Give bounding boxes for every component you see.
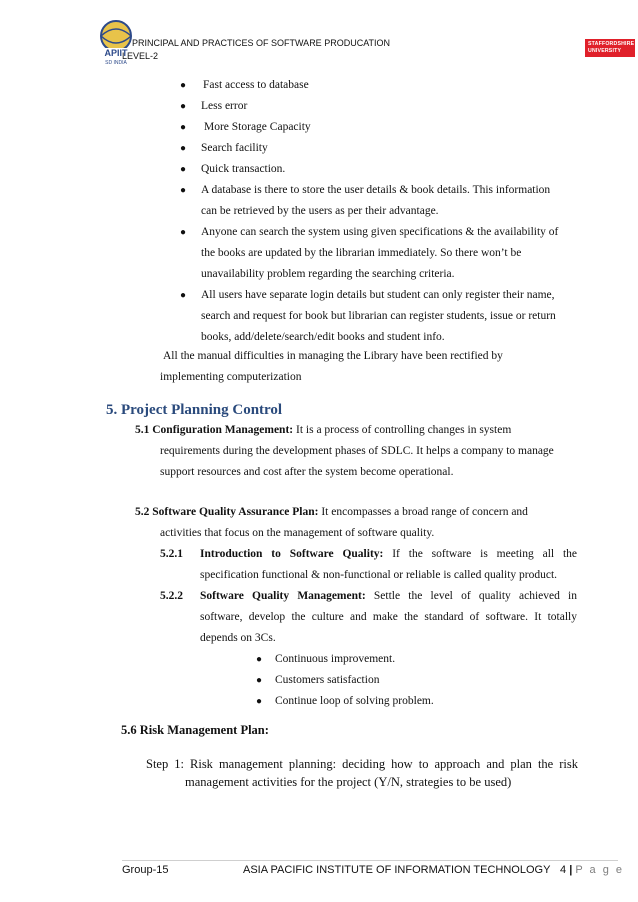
bullet-icon: ● bbox=[180, 143, 187, 154]
svg-text:APIIT: APIIT bbox=[104, 48, 128, 58]
s56-heading: 5.6 Risk Management Plan: bbox=[121, 723, 269, 737]
list-item: A database is there to store the user details & book details. This information bbox=[201, 184, 551, 196]
s522-line-1 bbox=[200, 586, 577, 607]
list-item: Customers satisfaction bbox=[275, 674, 380, 686]
list-item: Continue loop of solving problem. bbox=[275, 695, 434, 707]
s522-num-text: 5.2.2 bbox=[160, 590, 183, 602]
bullet-icon: ● bbox=[180, 122, 187, 133]
list-item: More Storage Capacity bbox=[204, 121, 311, 133]
s522-text: Settle the level of quality achieved in bbox=[365, 590, 577, 602]
list-item-continuation: unavailability problem regarding the searching criteria. bbox=[201, 268, 455, 280]
list-item-continuation: the books are updated by the librarian immediately. So there won’t be bbox=[201, 247, 522, 259]
s521-line-2: specification functional & non-functional or reliable is called quality product. bbox=[200, 569, 558, 581]
list-item: Continuous improvement. bbox=[275, 653, 396, 665]
s521-text: If the software is meeting all the bbox=[383, 548, 577, 560]
list-item: All users have separate login details but student can only register their name, bbox=[201, 289, 555, 301]
footer-page bbox=[560, 864, 624, 876]
list-item: Fast access to database bbox=[203, 79, 309, 91]
bullet-icon: ● bbox=[180, 80, 187, 91]
s521-number bbox=[160, 544, 183, 565]
step1-line-1: Step 1: Risk management planning: deciding how to approach and plan the risk bbox=[146, 757, 578, 771]
bullet-icon: ● bbox=[180, 290, 187, 301]
header-level: LEVEL-2 bbox=[122, 51, 159, 61]
svg-text:SD INDIA: SD INDIA bbox=[105, 60, 127, 66]
s51-label: 5.1 Configuration Management: bbox=[135, 424, 294, 436]
page-word: P a g e bbox=[575, 864, 624, 876]
s522-label: Software Quality Management: bbox=[200, 590, 366, 602]
footer-institute: ASIA PACIFIC INSTITUTE OF INFORMATION TECHNOLOGY bbox=[243, 864, 551, 876]
bullet-icon: ● bbox=[180, 101, 187, 112]
bullet-icon: ● bbox=[180, 185, 187, 196]
list-item-continuation: search and request for book but librarian can register students, issue or return bbox=[201, 310, 556, 322]
bullet-icon: ● bbox=[180, 164, 187, 175]
list-item: Less error bbox=[201, 100, 248, 112]
list-item-continuation: can be retrieved by the users as per their advantage. bbox=[201, 205, 439, 217]
s52-label: 5.2 Software Quality Assurance Plan: bbox=[135, 506, 319, 518]
s51-line-1 bbox=[135, 420, 511, 441]
bullet-icon: ● bbox=[256, 696, 263, 707]
s522-line-2: software, develop the culture and make the standard of software. It totally bbox=[200, 611, 577, 623]
page-separator: | bbox=[569, 864, 573, 876]
s52-text: It encompasses a broad range of concern and bbox=[318, 506, 528, 518]
footer-group: Group-15 bbox=[122, 864, 169, 876]
staffordshire-logo-text: STAFFORDSHIRE UNIVERSITY bbox=[588, 41, 635, 54]
list-item: Anyone can search the system using given specifications & the availability of bbox=[201, 226, 559, 238]
header-title: PRINCIPAL AND PRACTICES OF SOFTWARE PRODUCATION bbox=[132, 38, 391, 48]
s522-line-3: depends on 3Cs. bbox=[200, 632, 276, 644]
bullet-icon: ● bbox=[180, 227, 187, 238]
s521-label: Introduction to Software Quality: bbox=[200, 548, 384, 560]
s51-line-2: requirements during the development phases of SDLC. It helps a company to manage bbox=[160, 445, 554, 457]
list-item: Search facility bbox=[201, 142, 268, 154]
s51-line-3: support resources and cost after the system become operational. bbox=[160, 466, 454, 478]
s52-line-1 bbox=[135, 502, 528, 523]
s521-line-1 bbox=[200, 544, 577, 565]
bullet-icon: ● bbox=[256, 654, 263, 665]
staffordshire-logo bbox=[585, 39, 635, 57]
s52-line-2: activities that focus on the management of software quality. bbox=[160, 527, 435, 539]
s522-number bbox=[160, 586, 183, 607]
summary-line-1: All the manual difficulties in managing the Library have been rectified by bbox=[163, 350, 503, 362]
footer-divider bbox=[122, 860, 618, 861]
s51-text: It is a process of controlling changes in system bbox=[293, 424, 512, 436]
list-item: Quick transaction. bbox=[201, 163, 286, 175]
list-item-continuation: books, add/delete/search/edit books and student info. bbox=[201, 331, 445, 343]
step1-line-2: management activities for the project (Y/N, strategies to be used) bbox=[185, 775, 512, 789]
s521-num-text: 5.2.1 bbox=[160, 548, 183, 560]
summary-line-2: implementing computerization bbox=[160, 371, 302, 383]
section-heading: 5. Project Planning Control bbox=[106, 402, 283, 418]
page-number: 4 bbox=[560, 864, 567, 876]
bullet-icon: ● bbox=[256, 675, 263, 686]
